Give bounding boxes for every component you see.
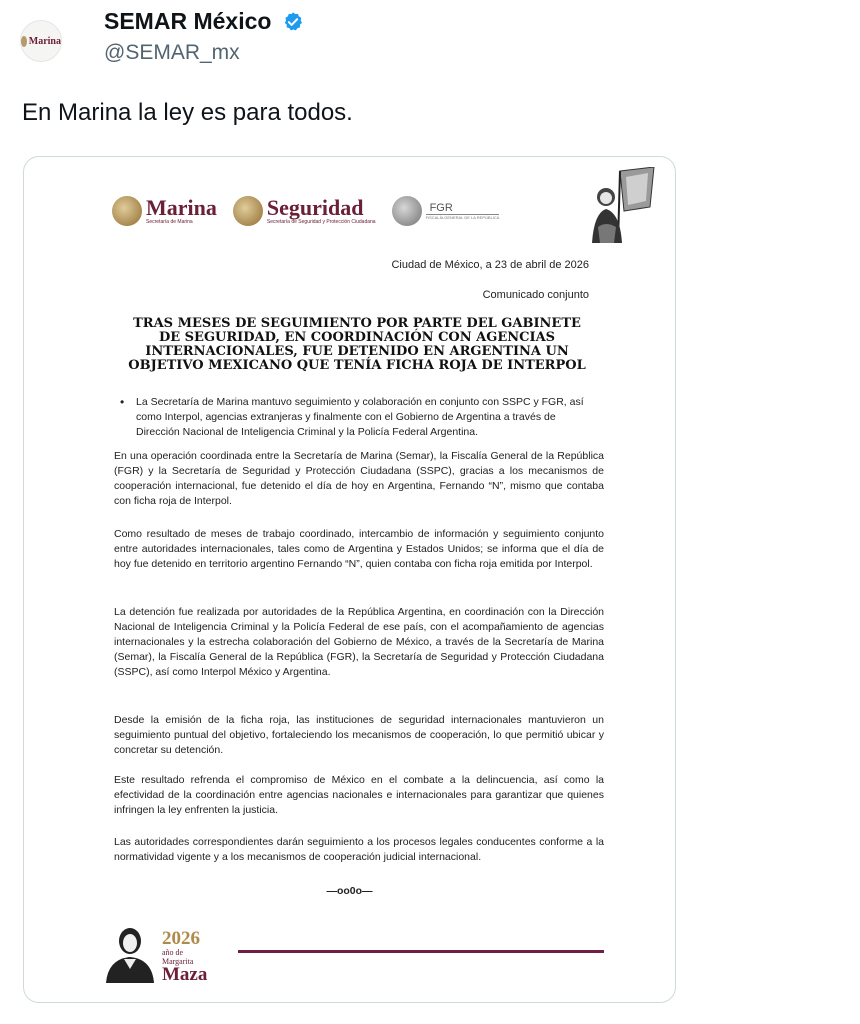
margarita-maza-portrait-icon [100,923,160,983]
tweet-text: En Marina la ley es para todos. [22,99,353,126]
author-block [104,8,304,65]
seal-icon [21,36,27,47]
summary-bullet-text: La Secretaría de Marina mantuvo seguimiento y colaboración en conjunto con SSPC y FGR, así como Interpol, agencias extranjeras y finalmente con el Gobierno de Argentina a través de Dirección Nacional de Inteligencia Criminal y la Policía Federal Argentina. [136,396,584,438]
summary-bullet [120,395,598,440]
headline-line: OBJETIVO MEXICANO QUE TENÍA FICHA ROJA DE INTERPOL [128,358,586,373]
tweet-media-image[interactable] [23,156,676,1003]
marina-logo [112,196,217,226]
footer-divider [238,950,604,953]
document-type: Comunicado conjunto [482,289,589,301]
verified-badge-icon [282,11,304,33]
flag-bearer-illustration-icon [584,167,656,245]
body-paragraph: La detención fue realizada por autoridades de la República Argentina, en coordinación con la Dirección Nacional de Inteligencia Criminal y la Policía Federal de ese país, con el acompañamiento de agencias internacionales y la estrecha colaboración del Gobierno de México, a través de la Secretaría de Marina (Semar), la Fiscalía General de la República (FGR), la Secretaría de Seguridad y Protección Ciudadana (SSPC), así como Interpol México y Argentina. [114,606,604,678]
commemoration-name: Maza [162,964,208,985]
avatar-logo-text: Marina [28,35,61,47]
author-handle[interactable]: @SEMAR_mx [104,41,240,64]
press-release-document [24,157,675,1002]
body-paragraph: Desde la emisión de la ficha roja, las instituciones de seguridad internacionales mantuvieron un seguimiento puntual del objetivo, fortaleciendo los mecanismos de cooperación, lo que permitió ubicar y concretar su detención. [114,714,604,756]
marina-logo-subtext: Secretaría de Marina [146,219,193,225]
headline-line: TRAS MESES DE SEGUIMIENTO POR PARTE DEL GABINETE [133,316,581,331]
avatar[interactable] [20,20,62,62]
author-name[interactable]: SEMAR México [104,8,272,34]
institution-logos [112,191,515,231]
document-headline [114,317,600,373]
year-commemoration [162,929,207,984]
body-paragraph: Las autoridades correspondientes darán seguimiento a los procesos legales conducentes conforme a la normatividad vigente y a los mecanismos de cooperación judicial internacional. [114,836,604,863]
body-paragraph: En una operación coordinada entre la Secretaría de Marina (Semar), la Fiscalía General de la República (FGR) y la Secretaría de Seguridad y Protección Ciudadana (SSPC), gracias a los mecanismos de cooperación internacional, fue detenido el día de hoy en Argentina, Fernando “N”, mismo que contaba con ficha roja de Interpol. [114,450,604,507]
seguridad-logo-subtext: Secretaría de Seguridad y Protección Ciudadana [266,219,376,225]
seguridad-logo [233,196,376,226]
body-paragraph: Este resultado refrenda el compromiso de México en el combate a la delincuencia, así como la efectividad de la coordinación entre agencias nacionales e internacionales para garantizar que quienes infringen la ley enfrenten la justicia. [114,774,604,816]
fgr-logo-subtext: FISCALÍA GENERAL DE LA REPÚBLICA [425,215,500,220]
bullet-dot-icon: • [120,395,125,409]
national-seal-icon [112,196,142,226]
headline-line: INTERNACIONALES, FUE DETENIDO EN ARGENTINA UN [145,344,569,359]
national-seal-icon [392,196,422,226]
fgr-logo [392,196,500,226]
closing-mark: —oo0o— [326,885,373,897]
commemoration-year: 2026 [162,928,200,949]
fgr-logo-text: FGR [426,202,500,215]
headline-line: DE SEGURIDAD, EN COORDINACIÓN CON AGENCIAS [158,330,556,345]
marina-logo-text: Marina [146,195,217,220]
commemoration-subtext: Margarita [162,957,194,966]
body-paragraph: Como resultado de meses de trabajo coordinado, intercambio de información y seguimiento conjunto entre autoridades internacionales, tales como de Argentina y Estados Unidos; se informa que el día de hoy fue detenido en territorio argentino Fernando “N”, quien contaba con ficha roja emitida por Interpol. [114,528,604,570]
commemoration-subtext: año de [162,948,184,957]
document-date: Ciudad de México, a 23 de abril de 2026 [391,259,589,271]
national-seal-icon [233,196,263,226]
seguridad-logo-text: Seguridad [266,195,364,220]
